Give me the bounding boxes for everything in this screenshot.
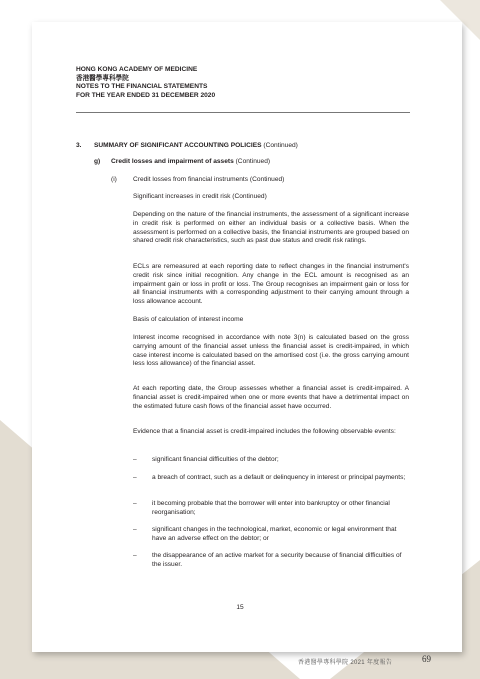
paragraph-4: At each reporting date, the Group assesses whether a financial asset is credit-impaired. A financial asset is credit-impaired when one or more events that have a detrimental impact on the estimated future cash flows of the financial asset have occurred. <box>133 385 409 410</box>
subsection-title <box>111 158 270 165</box>
bullet-item: significant financial difficulties of the debtor; <box>152 456 279 463</box>
bullet-item: it becoming probable that the borrower will enter into bankruptcy or other financial reorganisation; <box>152 500 390 516</box>
section-title-text: SUMMARY OF SIGNIFICANT ACCOUNTING POLICIES <box>94 142 262 149</box>
section-title <box>94 142 298 149</box>
paragraph-2: ECLs are remeasured at each reporting date to reflect changes in the financial instrument's credit risk since initial recognition. Any change in the ECL amount is recognised as an impairment gain or loss in profit or loss. The Group recognises an impairment gain or loss for all financial instruments with a corresponding adjustment to their carrying amount through a loss allowance account. <box>133 263 409 306</box>
document-header <box>76 66 215 100</box>
paragraph-5: Evidence that a financial asset is credit-impaired includes the following observable events: <box>133 428 396 435</box>
org-name-zh: 香港醫學專科學院 <box>76 74 129 82</box>
period-title: FOR THE YEAR ENDED 31 DECEMBER 2020 <box>76 91 216 99</box>
report-page-number: 69 <box>422 654 431 664</box>
notes-title: NOTES TO THE FINANCIAL STATEMENTS <box>76 83 208 91</box>
section-number: 3. <box>76 142 82 149</box>
item-title: Credit losses from financial instruments (Continued) <box>133 176 285 183</box>
bullet-item: significant changes in the technological, market, economic or legal environment that have an adverse effect on the debtor; or <box>152 526 397 542</box>
annual-report-label: 香港醫學專科學院 2021 年度報告 <box>298 660 393 666</box>
bullet-item: a breach of contract, such as a default or delinquency in interest or principal payments; <box>152 474 406 481</box>
subsection-letter: g) <box>94 158 101 165</box>
item-number: (i) <box>111 176 117 183</box>
bullet-dash: – <box>133 526 137 533</box>
paragraph-1: Depending on the nature of the financial instruments, the assessment of a significant increase in credit risk is performed on either an individual basis or a collective basis. When the assessment is performed on a collective basis, the financial instruments are grouped based on shared credit risk characteristics, such as past due status and credit risk ratings. <box>133 211 409 245</box>
org-name-en: HONG KONG ACADEMY OF MEDICINE <box>76 66 198 73</box>
header-divider <box>76 112 410 113</box>
bullet-item: the disappearance of an active market for a security because of financial difficulties of the issuer. <box>152 552 402 568</box>
bullet-dash: – <box>133 456 137 463</box>
heading-interest: Basis of calculation of interest income <box>133 316 244 323</box>
paragraph-3: Interest income recognised in accordance with note 3(n) is calculated based on the gross carrying amount of the financial asset unless the financial asset is credit-impaired, in which case interest income is calculated based on the amortised cost (i.e. the gross carrying amount less loss allowance) of the financial asset. <box>133 334 409 368</box>
heading-sicr: Significant increases in credit risk (Continued) <box>133 193 267 200</box>
subsection-title-suffix: (Continued) <box>235 158 271 165</box>
page-number: 15 <box>236 604 244 611</box>
subsection-title-text: Credit losses and impairment of assets <box>111 158 234 165</box>
bullet-dash: – <box>133 474 137 481</box>
bullet-dash: – <box>133 500 137 507</box>
section-title-suffix: (Continued) <box>263 142 298 149</box>
bullet-dash: – <box>133 552 137 559</box>
